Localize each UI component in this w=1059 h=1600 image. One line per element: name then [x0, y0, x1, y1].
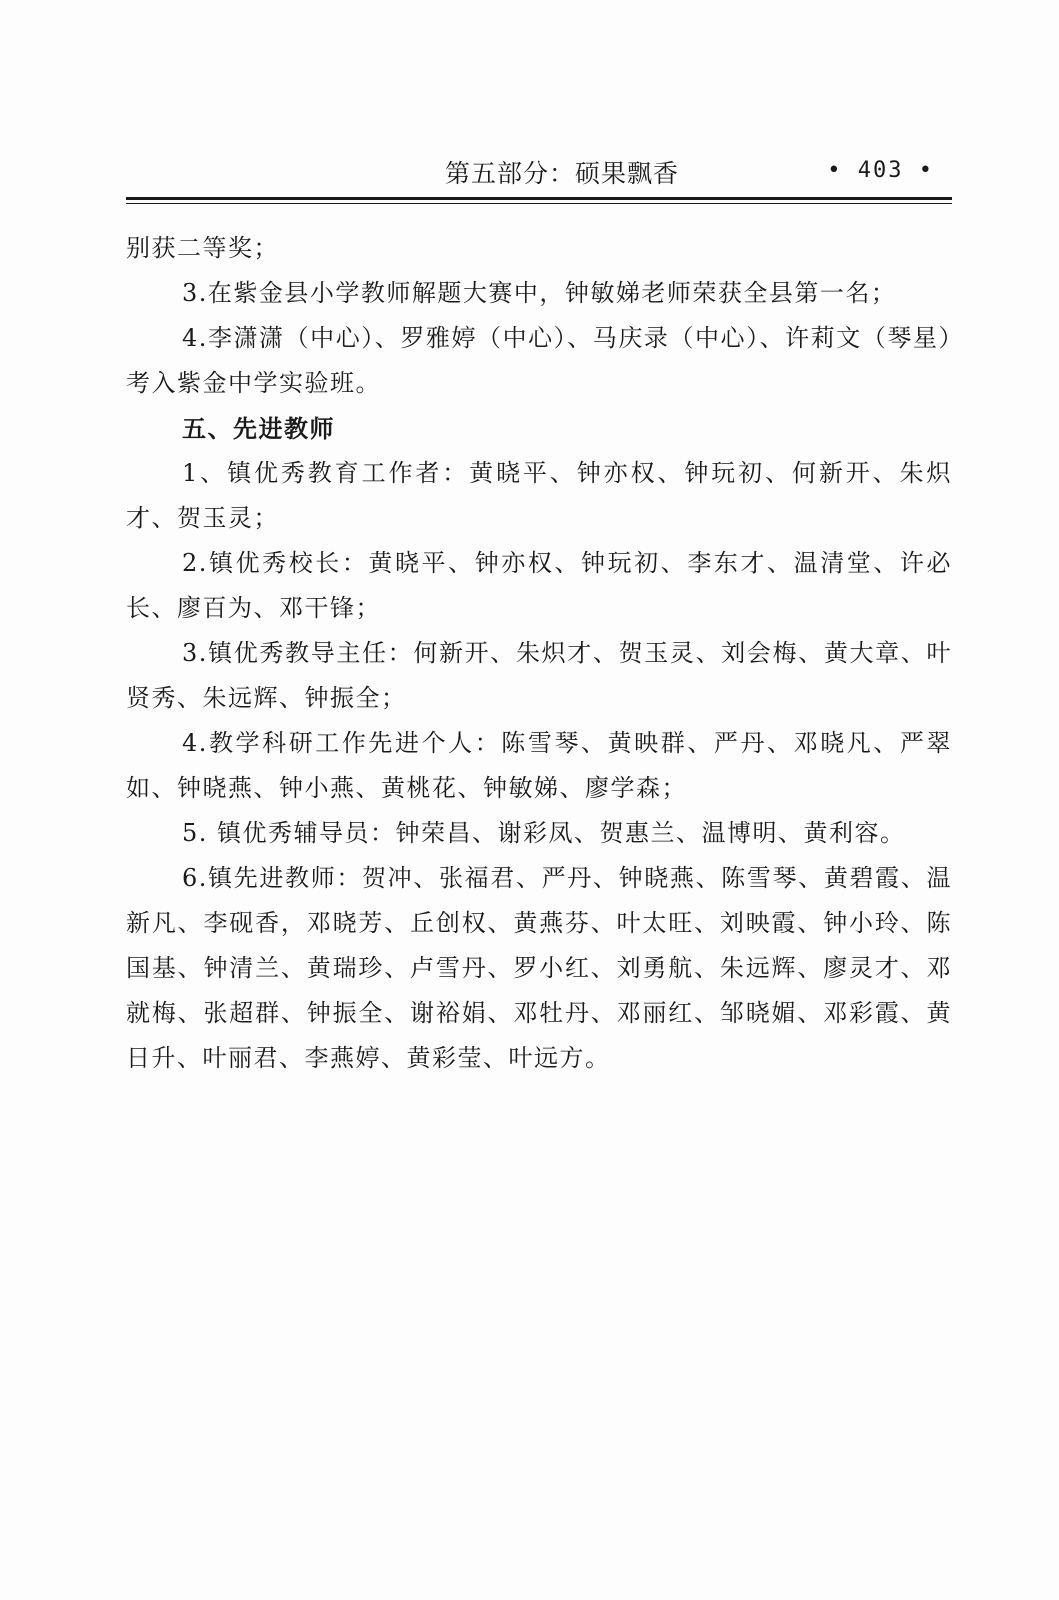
paragraph-excellent-counselors: 5. 镇优秀辅导员：钟荣昌、谢彩凤、贺惠兰、温博明、黄利容。: [182, 819, 906, 847]
paragraph-excellent-principals: 2.镇优秀校长：黄晓平、钟亦权、钟玩初、李东才、温清堂、许必长、廖百为、邓干锋；: [126, 549, 952, 622]
header-rule-thick: [126, 197, 952, 200]
section-title: 第五部分：硕果飘香: [444, 159, 679, 188]
header-rule-thin: [126, 203, 952, 204]
paragraph-excellent-education-workers: 1、镇优秀教育工作者：黄晓平、钟亦权、钟玩初、何新开、朱炽才、贺玉灵；: [126, 459, 952, 532]
paragraph-advanced-teachers: 6.镇先进教师：贺冲、张福君、严丹、钟晓燕、陈雪琴、黄碧霞、温新凡、李砚香，邓晓芳、丘创权、黄燕芬、叶太旺、刘映霞、钟小玲、陈国基、钟清兰、黄瑞珍、卢雪丹、罗小红、刘勇航、朱远辉、廖灵才、邓就梅、张超群、钟振全、谢裕娟、邓牡丹、邓丽红、邹晓媚、邓彩霞、黄日升、叶丽君、李燕婷、黄彩莹、叶远方。: [126, 864, 952, 1072]
paragraph-research-individuals: 4.教学科研工作先进个人：陈雪琴、黄映群、严丹、邓晓凡、严翠如、钟晓燕、钟小燕、黄桃花、钟敏娣、廖学森；: [126, 729, 952, 802]
section-heading-advanced-teachers: 五、先进教师: [182, 414, 335, 443]
running-header: [126, 150, 952, 190]
paragraph-continuation: 别获二等奖；: [126, 234, 279, 262]
paragraph-item-4: 4.李潇潇（中心）、罗雅婷（中心）、马庆录（中心）、许莉文（琴星）考入紫金中学实验班。: [126, 324, 952, 397]
paragraph-item-3: 3.在紫金县小学教师解题大赛中，钟敏娣老师荣获全县第一名；: [182, 279, 897, 307]
paragraph-excellent-teaching-directors: 3.镇优秀教导主任：何新开、朱炽才、贺玉灵、刘会梅、黄大章、叶贤秀、朱远辉、钟振全；: [126, 639, 952, 712]
page-number: • 403 •: [827, 158, 934, 183]
body-text: [126, 226, 952, 1081]
